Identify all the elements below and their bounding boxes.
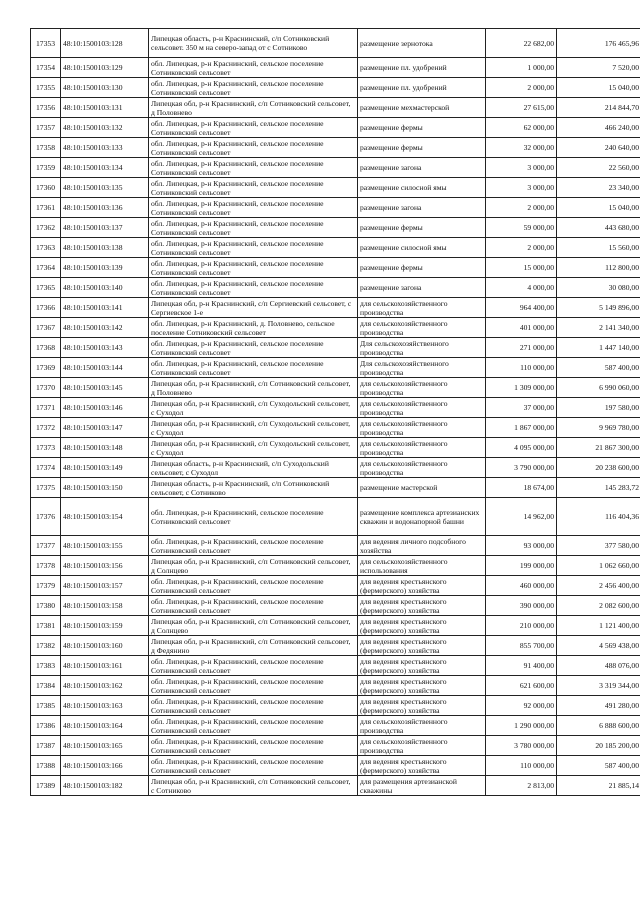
row-number: 17380 bbox=[31, 596, 61, 616]
table-row bbox=[31, 178, 640, 198]
area-cell: 3 780 000,00 bbox=[486, 736, 557, 756]
area-cell: 27 615,00 bbox=[486, 98, 557, 118]
row-number: 17370 bbox=[31, 378, 61, 398]
address-cell: обл. Липецкая, р-н Краснинский, сельское поселение Сотниковский сельсовет bbox=[149, 756, 358, 776]
cadastral-value-cell: 1 062 660,00 bbox=[557, 556, 640, 576]
area-cell: 59 000,00 bbox=[486, 218, 557, 238]
permitted-use-cell: Для сельскохозяйственного производства bbox=[358, 358, 486, 378]
area-cell: 964 400,00 bbox=[486, 298, 557, 318]
permitted-use-cell: для сельскохозяйственного производства bbox=[358, 458, 486, 478]
cadastral-number: 48:10:1500103:136 bbox=[61, 198, 149, 218]
cadastral-number: 48:10:1500103:165 bbox=[61, 736, 149, 756]
address-cell: Липецкая обл, р-н Краснинский, с/п Сергиевский сельсовет, с Сергиевское 1-е bbox=[149, 298, 358, 318]
cadastral-value-cell: 488 076,00 bbox=[557, 656, 640, 676]
cadastral-number: 48:10:1500103:144 bbox=[61, 358, 149, 378]
cadastral-value-cell: 15 040,00 bbox=[557, 198, 640, 218]
table-row bbox=[31, 418, 640, 438]
cadastral-number: 48:10:1500103:146 bbox=[61, 398, 149, 418]
permitted-use-cell: для сельскохозяйственного производства bbox=[358, 418, 486, 438]
cadastral-number: 48:10:1500103:138 bbox=[61, 238, 149, 258]
cadastral-number: 48:10:1500103:145 bbox=[61, 378, 149, 398]
area-cell: 390 000,00 bbox=[486, 596, 557, 616]
cadastral-value-cell: 377 580,00 bbox=[557, 536, 640, 556]
cadastral-value-cell: 30 080,00 bbox=[557, 278, 640, 298]
permitted-use-cell: для сельскохозяйственного производства bbox=[358, 398, 486, 418]
cadastral-value-cell: 1 121 400,00 bbox=[557, 616, 640, 636]
table-row bbox=[31, 58, 640, 78]
row-number: 17389 bbox=[31, 776, 61, 796]
area-cell: 460 000,00 bbox=[486, 576, 557, 596]
address-cell: обл. Липецкая, р-н Краснинский, сельское поселение Сотниковский сельсовет bbox=[149, 138, 358, 158]
cadastral-number: 48:10:1500103:149 bbox=[61, 458, 149, 478]
cadastral-value-cell: 587 400,00 bbox=[557, 358, 640, 378]
address-cell: обл. Липецкая, р-н Краснинский, сельское поселение Сотниковский сельсовет bbox=[149, 676, 358, 696]
cadastral-number: 48:10:1500103:141 bbox=[61, 298, 149, 318]
address-cell: обл. Липецкая, р-н Краснинский, сельское поселение Сотниковский сельсовет bbox=[149, 736, 358, 756]
cadastral-value-cell: 587 400,00 bbox=[557, 756, 640, 776]
permitted-use-cell: для ведения личного подсобного хозяйства bbox=[358, 536, 486, 556]
area-cell: 2 000,00 bbox=[486, 78, 557, 98]
area-cell: 4 095 000,00 bbox=[486, 438, 557, 458]
row-number: 17356 bbox=[31, 98, 61, 118]
permitted-use-cell: для сельскохозяйственного производства bbox=[358, 378, 486, 398]
address-cell: обл. Липецкая, р-н Краснинский, сельское поселение Сотниковский сельсовет bbox=[149, 78, 358, 98]
cadastral-number: 48:10:1500103:135 bbox=[61, 178, 149, 198]
area-cell: 110 000,00 bbox=[486, 756, 557, 776]
row-number: 17366 bbox=[31, 298, 61, 318]
row-number: 17369 bbox=[31, 358, 61, 378]
permitted-use-cell: размещение пл. удобрений bbox=[358, 78, 486, 98]
area-cell: 1 000,00 bbox=[486, 58, 557, 78]
table-row bbox=[31, 98, 640, 118]
table-row bbox=[31, 756, 640, 776]
address-cell: Липецкая обл, р-н Краснинский, с/п Сотниковский сельсовет, д Федянино bbox=[149, 636, 358, 656]
area-cell: 855 700,00 bbox=[486, 636, 557, 656]
permitted-use-cell: размещение фермы bbox=[358, 138, 486, 158]
permitted-use-cell: размещение силосной ямы bbox=[358, 178, 486, 198]
cadastral-number: 48:10:1500103:182 bbox=[61, 776, 149, 796]
cadastral-value-cell: 112 800,00 bbox=[557, 258, 640, 278]
cadastral-value-cell: 145 283,72 bbox=[557, 478, 640, 498]
area-cell: 621 600,00 bbox=[486, 676, 557, 696]
address-cell: обл. Липецкая, р-н Краснинский, сельское поселение Сотниковский сельсовет bbox=[149, 118, 358, 138]
permitted-use-cell: для сельскохозяйственного производства bbox=[358, 736, 486, 756]
table-row bbox=[31, 498, 640, 536]
area-cell: 210 000,00 bbox=[486, 616, 557, 636]
area-cell: 1 290 000,00 bbox=[486, 716, 557, 736]
area-cell: 271 000,00 bbox=[486, 338, 557, 358]
permitted-use-cell: для ведения крестьянского (фермерского) хозяйства bbox=[358, 676, 486, 696]
permitted-use-cell: размещение мехмастерской bbox=[358, 98, 486, 118]
cadastral-number: 48:10:1500103:161 bbox=[61, 656, 149, 676]
cadastral-number: 48:10:1500103:137 bbox=[61, 218, 149, 238]
permitted-use-cell: размещение фермы bbox=[358, 218, 486, 238]
row-number: 17385 bbox=[31, 696, 61, 716]
area-cell: 110 000,00 bbox=[486, 358, 557, 378]
permitted-use-cell: для сельскохозяйственного производства bbox=[358, 318, 486, 338]
address-cell: обл. Липецкая, р-н Краснинский, сельское поселение Сотниковский сельсовет bbox=[149, 198, 358, 218]
table-row bbox=[31, 616, 640, 636]
row-number: 17367 bbox=[31, 318, 61, 338]
cadastral-value-cell: 5 149 896,00 bbox=[557, 298, 640, 318]
row-number: 17360 bbox=[31, 178, 61, 198]
cadastral-number: 48:10:1500103:147 bbox=[61, 418, 149, 438]
cadastral-number: 48:10:1500103:139 bbox=[61, 258, 149, 278]
cadastral-value-cell: 6 990 060,00 bbox=[557, 378, 640, 398]
cadastral-number: 48:10:1500103:133 bbox=[61, 138, 149, 158]
row-number: 17378 bbox=[31, 556, 61, 576]
cadastral-number: 48:10:1500103:140 bbox=[61, 278, 149, 298]
cadastral-value-cell: 15 040,00 bbox=[557, 78, 640, 98]
permitted-use-cell: размещение фермы bbox=[358, 258, 486, 278]
area-cell: 3 000,00 bbox=[486, 178, 557, 198]
area-cell: 199 000,00 bbox=[486, 556, 557, 576]
permitted-use-cell: для ведения крестьянского (фермерского) хозяйства bbox=[358, 576, 486, 596]
table-row bbox=[31, 278, 640, 298]
address-cell: Липецкая обл, р-н Краснинский, с/п Сотниковский сельсовет, д Солнцево bbox=[149, 556, 358, 576]
permitted-use-cell: Для сельскохозяйственного производства bbox=[358, 338, 486, 358]
cadastral-number: 48:10:1500103:131 bbox=[61, 98, 149, 118]
row-number: 17382 bbox=[31, 636, 61, 656]
cadastral-value-cell: 22 560,00 bbox=[557, 158, 640, 178]
area-cell: 1 867 000,00 bbox=[486, 418, 557, 438]
row-number: 17359 bbox=[31, 158, 61, 178]
area-cell: 3 790 000,00 bbox=[486, 458, 557, 478]
area-cell: 2 000,00 bbox=[486, 238, 557, 258]
address-cell: обл. Липецкая, р-н Краснинский, сельское поселение Сотниковский сельсовет bbox=[149, 158, 358, 178]
table-row bbox=[31, 398, 640, 418]
row-number: 17386 bbox=[31, 716, 61, 736]
area-cell: 22 682,00 bbox=[486, 29, 557, 58]
address-cell: Липецкая обл, р-н Краснинский, с/п Сотниковский сельсовет, д Половнево bbox=[149, 378, 358, 398]
address-cell: Липецкая обл, р-н Краснинский, с/п Сотниковский сельсовет, д Половнево bbox=[149, 98, 358, 118]
cadastral-number: 48:10:1500103:154 bbox=[61, 498, 149, 536]
address-cell: обл. Липецкая, р-н Краснинский, сельское поселение Сотниковский сельсовет bbox=[149, 258, 358, 278]
row-number: 17377 bbox=[31, 536, 61, 556]
cadastral-value-cell: 4 569 438,00 bbox=[557, 636, 640, 656]
row-number: 17371 bbox=[31, 398, 61, 418]
cadastral-value-cell: 116 404,36 bbox=[557, 498, 640, 536]
table-row bbox=[31, 736, 640, 756]
cadastral-number: 48:10:1500103:132 bbox=[61, 118, 149, 138]
address-cell: Липецкая обл, р-н Краснинский, с/п Сотниковский сельсовет, с Сотниково bbox=[149, 776, 358, 796]
cadastral-value-cell: 1 447 140,00 bbox=[557, 338, 640, 358]
permitted-use-cell: размещение загона bbox=[358, 158, 486, 178]
cadastral-number: 48:10:1500103:163 bbox=[61, 696, 149, 716]
permitted-use-cell: для ведения крестьянского (фермерского) хозяйства bbox=[358, 616, 486, 636]
cadastral-value-cell: 23 340,00 bbox=[557, 178, 640, 198]
table-row bbox=[31, 478, 640, 498]
cadastral-value-cell: 9 969 780,00 bbox=[557, 418, 640, 438]
address-cell: Липецкая область, р-н Краснинский, с/п Сотниковский сельсовет, с Сотниково bbox=[149, 478, 358, 498]
area-cell: 15 000,00 bbox=[486, 258, 557, 278]
table-row bbox=[31, 29, 640, 58]
area-cell: 2 000,00 bbox=[486, 198, 557, 218]
row-number: 17355 bbox=[31, 78, 61, 98]
cadastral-value-cell: 2 082 600,00 bbox=[557, 596, 640, 616]
land-register-table bbox=[30, 28, 640, 796]
cadastral-value-cell: 197 580,00 bbox=[557, 398, 640, 418]
row-number: 17368 bbox=[31, 338, 61, 358]
permitted-use-cell: для ведения крестьянского (фермерского) хозяйства bbox=[358, 656, 486, 676]
row-number: 17361 bbox=[31, 198, 61, 218]
permitted-use-cell: для размещения артезианской скважины bbox=[358, 776, 486, 796]
address-cell: обл. Липецкая, р-н Краснинский, сельское поселение Сотниковский сельсовет bbox=[149, 498, 358, 536]
cadastral-number: 48:10:1500103:156 bbox=[61, 556, 149, 576]
row-number: 17358 bbox=[31, 138, 61, 158]
address-cell: Липецкая обл, р-н Краснинский, с/п Суходольский сельсовет, с Суходол bbox=[149, 418, 358, 438]
permitted-use-cell: для ведения крестьянского (фермерского) хозяйства bbox=[358, 756, 486, 776]
row-number: 17363 bbox=[31, 238, 61, 258]
table-row bbox=[31, 298, 640, 318]
cadastral-value-cell: 15 560,00 bbox=[557, 238, 640, 258]
cadastral-value-cell: 176 465,96 bbox=[557, 29, 640, 58]
area-cell: 3 000,00 bbox=[486, 158, 557, 178]
table-row bbox=[31, 716, 640, 736]
land-register-body bbox=[31, 29, 640, 796]
cadastral-value-cell: 20 238 600,00 bbox=[557, 458, 640, 478]
cadastral-number: 48:10:1500103:150 bbox=[61, 478, 149, 498]
row-number: 17387 bbox=[31, 736, 61, 756]
row-number: 17381 bbox=[31, 616, 61, 636]
permitted-use-cell: размещение загона bbox=[358, 198, 486, 218]
cadastral-value-cell: 491 280,00 bbox=[557, 696, 640, 716]
address-cell: Липецкая область, р-н Краснинский, с/п Сотниковский сельсовет. 350 м на северо-запад от с Сотниково bbox=[149, 29, 358, 58]
table-row bbox=[31, 776, 640, 796]
row-number: 17364 bbox=[31, 258, 61, 278]
permitted-use-cell: для сельскохозяйственного производства bbox=[358, 716, 486, 736]
cadastral-number: 48:10:1500103:164 bbox=[61, 716, 149, 736]
area-cell: 401 000,00 bbox=[486, 318, 557, 338]
area-cell: 1 309 000,00 bbox=[486, 378, 557, 398]
address-cell: Липецкая область, р-н Краснинский, с/п Суходольский сельсовет, с Суходол bbox=[149, 458, 358, 478]
permitted-use-cell: размещение комплекса артезианских скважин и водонапорной башни bbox=[358, 498, 486, 536]
cadastral-number: 48:10:1500103:166 bbox=[61, 756, 149, 776]
table-row bbox=[31, 118, 640, 138]
area-cell: 14 962,00 bbox=[486, 498, 557, 536]
address-cell: обл. Липецкая, р-н Краснинский, сельское поселение Сотниковский сельсовет bbox=[149, 218, 358, 238]
area-cell: 18 674,00 bbox=[486, 478, 557, 498]
cadastral-number: 48:10:1500103:162 bbox=[61, 676, 149, 696]
table-row bbox=[31, 676, 640, 696]
table-row bbox=[31, 358, 640, 378]
cadastral-value-cell: 214 844,70 bbox=[557, 98, 640, 118]
permitted-use-cell: размещение пл. удобрений bbox=[358, 58, 486, 78]
row-number: 17372 bbox=[31, 418, 61, 438]
row-number: 17383 bbox=[31, 656, 61, 676]
cadastral-number: 48:10:1500103:142 bbox=[61, 318, 149, 338]
permitted-use-cell: размещение фермы bbox=[358, 118, 486, 138]
row-number: 17354 bbox=[31, 58, 61, 78]
table-row bbox=[31, 378, 640, 398]
row-number: 17357 bbox=[31, 118, 61, 138]
area-cell: 93 000,00 bbox=[486, 536, 557, 556]
cadastral-value-cell: 21 885,14 bbox=[557, 776, 640, 796]
address-cell: обл. Липецкая, р-н Краснинский, сельское поселение Сотниковский сельсовет bbox=[149, 178, 358, 198]
permitted-use-cell: размещение мастерской bbox=[358, 478, 486, 498]
cadastral-number: 48:10:1500103:158 bbox=[61, 596, 149, 616]
address-cell: обл. Липецкая, р-н Краснинский, сельское поселение Сотниковский сельсовет bbox=[149, 596, 358, 616]
permitted-use-cell: для ведения крестьянского (фермерского) хозяйства bbox=[358, 696, 486, 716]
row-number: 17365 bbox=[31, 278, 61, 298]
cadastral-value-cell: 21 867 300,00 bbox=[557, 438, 640, 458]
permitted-use-cell: размещение зернотока bbox=[358, 29, 486, 58]
area-cell: 32 000,00 bbox=[486, 138, 557, 158]
permitted-use-cell: размещение силосной ямы bbox=[358, 238, 486, 258]
address-cell: Липецкая обл, р-н Краснинский, с/п Сотниковский сельсовет, д Солнцево bbox=[149, 616, 358, 636]
row-number: 17373 bbox=[31, 438, 61, 458]
table-row bbox=[31, 338, 640, 358]
row-number: 17376 bbox=[31, 498, 61, 536]
cadastral-number: 48:10:1500103:143 bbox=[61, 338, 149, 358]
cadastral-number: 48:10:1500103:134 bbox=[61, 158, 149, 178]
row-number: 17384 bbox=[31, 676, 61, 696]
cadastral-value-cell: 7 520,00 bbox=[557, 58, 640, 78]
row-number: 17374 bbox=[31, 458, 61, 478]
row-number: 17362 bbox=[31, 218, 61, 238]
address-cell: обл. Липецкая, р-н Краснинский, сельское поселение Сотниковский сельсовет bbox=[149, 58, 358, 78]
table-row bbox=[31, 198, 640, 218]
table-row bbox=[31, 218, 640, 238]
table-row bbox=[31, 656, 640, 676]
cadastral-value-cell: 3 319 344,00 bbox=[557, 676, 640, 696]
table-row bbox=[31, 536, 640, 556]
cadastral-number: 48:10:1500103:148 bbox=[61, 438, 149, 458]
table-row bbox=[31, 576, 640, 596]
address-cell: обл. Липецкая, р-н Краснинский, сельское поселение Сотниковский сельсовет bbox=[149, 696, 358, 716]
address-cell: обл. Липецкая, р-н Краснинский, сельское поселение Сотниковский сельсовет bbox=[149, 656, 358, 676]
table-row bbox=[31, 438, 640, 458]
permitted-use-cell: для сельскохозяйственного использования bbox=[358, 556, 486, 576]
cadastral-value-cell: 443 680,00 bbox=[557, 218, 640, 238]
table-row bbox=[31, 636, 640, 656]
row-number: 17379 bbox=[31, 576, 61, 596]
cadastral-value-cell: 2 456 400,00 bbox=[557, 576, 640, 596]
cadastral-value-cell: 240 640,00 bbox=[557, 138, 640, 158]
table-row bbox=[31, 138, 640, 158]
cadastral-value-cell: 2 141 340,00 bbox=[557, 318, 640, 338]
address-cell: обл. Липецкая, р-н Краснинский, сельское поселение Сотниковский сельсовет bbox=[149, 536, 358, 556]
area-cell: 2 813,00 bbox=[486, 776, 557, 796]
address-cell: обл. Липецкая, р-н Краснинский, сельское поселение Сотниковский сельсовет bbox=[149, 338, 358, 358]
row-number: 17388 bbox=[31, 756, 61, 776]
area-cell: 37 000,00 bbox=[486, 398, 557, 418]
permitted-use-cell: для ведения крестьянского (фермерского) хозяйства bbox=[358, 596, 486, 616]
table-row bbox=[31, 78, 640, 98]
cadastral-value-cell: 466 240,00 bbox=[557, 118, 640, 138]
cadastral-value-cell: 6 888 600,00 bbox=[557, 716, 640, 736]
address-cell: обл. Липецкая, р-н Краснинский, сельское поселение Сотниковский сельсовет bbox=[149, 238, 358, 258]
table-row bbox=[31, 458, 640, 478]
address-cell: обл. Липецкая, р-н Краснинский, сельское поселение Сотниковский сельсовет bbox=[149, 278, 358, 298]
permitted-use-cell: для сельскохозяйственного производства bbox=[358, 298, 486, 318]
row-number: 17353 bbox=[31, 29, 61, 58]
table-row bbox=[31, 158, 640, 178]
cadastral-number: 48:10:1500103:128 bbox=[61, 29, 149, 58]
address-cell: обл. Липецкая, р-н Краснинский, д. Половнево, сельское поселение Сотниковский сельсовет bbox=[149, 318, 358, 338]
area-cell: 91 400,00 bbox=[486, 656, 557, 676]
area-cell: 92 000,00 bbox=[486, 696, 557, 716]
row-number: 17375 bbox=[31, 478, 61, 498]
table-row bbox=[31, 596, 640, 616]
cadastral-number: 48:10:1500103:155 bbox=[61, 536, 149, 556]
address-cell: обл. Липецкая, р-н Краснинский, сельское поселение Сотниковский сельсовет bbox=[149, 358, 358, 378]
address-cell: обл. Липецкая, р-н Краснинский, сельское поселение Сотниковский сельсовет bbox=[149, 716, 358, 736]
table-row bbox=[31, 318, 640, 338]
cadastral-number: 48:10:1500103:129 bbox=[61, 58, 149, 78]
table-row bbox=[31, 258, 640, 278]
address-cell: Липецкая обл, р-н Краснинский, с/п Суходольский сельсовет, с Суходол bbox=[149, 438, 358, 458]
table-row bbox=[31, 238, 640, 258]
cadastral-number: 48:10:1500103:159 bbox=[61, 616, 149, 636]
cadastral-number: 48:10:1500103:160 bbox=[61, 636, 149, 656]
cadastral-value-cell: 20 185 200,00 bbox=[557, 736, 640, 756]
table-row bbox=[31, 556, 640, 576]
address-cell: Липецкая обл, р-н Краснинский, с/п Суходольский сельсовет, с Суходол bbox=[149, 398, 358, 418]
cadastral-number: 48:10:1500103:130 bbox=[61, 78, 149, 98]
cadastral-number: 48:10:1500103:157 bbox=[61, 576, 149, 596]
address-cell: обл. Липецкая, р-н Краснинский, сельское поселение Сотниковский сельсовет bbox=[149, 576, 358, 596]
table-row bbox=[31, 696, 640, 716]
area-cell: 4 000,00 bbox=[486, 278, 557, 298]
permitted-use-cell: для сельскохозяйственного производства bbox=[358, 438, 486, 458]
permitted-use-cell: размещение загона bbox=[358, 278, 486, 298]
permitted-use-cell: для ведения крестьянского (фермерского) хозяйства bbox=[358, 636, 486, 656]
area-cell: 62 000,00 bbox=[486, 118, 557, 138]
